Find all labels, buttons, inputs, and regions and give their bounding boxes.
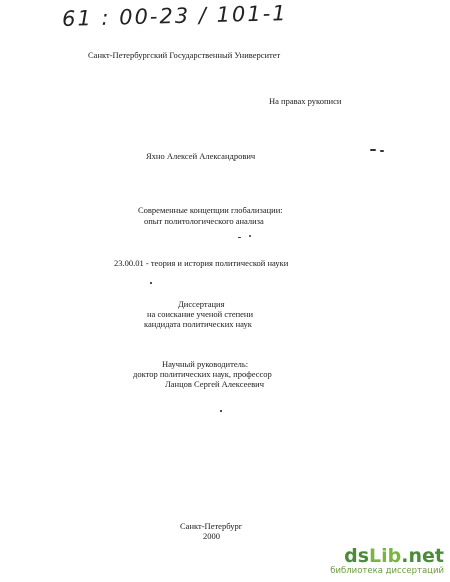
degree-line-2: кандидата политических наук bbox=[144, 319, 252, 329]
rights-note: На правах рукописи bbox=[269, 96, 342, 106]
dslib-watermark bbox=[324, 545, 444, 579]
city: Санкт-Петербург bbox=[180, 521, 243, 531]
scan-speck bbox=[380, 150, 384, 152]
supervisor-degree: доктор политических наук, профессор bbox=[133, 369, 272, 379]
logo-net: .net bbox=[401, 545, 444, 567]
scan-speck bbox=[150, 282, 152, 284]
logo-ds: ds bbox=[344, 545, 370, 567]
university-name: Санкт-Петербургский Государственный Университет bbox=[88, 50, 281, 60]
watermark-caption: библиотека диссертаций bbox=[330, 566, 444, 576]
dslib-logo bbox=[344, 545, 444, 567]
scan-speck bbox=[220, 410, 222, 412]
supervisor-label: Научный руководитель: bbox=[162, 359, 249, 369]
supervisor-name: Ланцов Сергей Алексеевич bbox=[165, 379, 264, 389]
thesis-title-line-2: опыт политологического анализа bbox=[144, 216, 264, 226]
thesis-title-line-1: Современные концепции глобализации: bbox=[138, 205, 283, 215]
scan-speck bbox=[249, 235, 251, 237]
degree-line-1: на соискание ученой степени bbox=[147, 309, 254, 319]
author-name: Яхно Алексей Александрович bbox=[146, 151, 256, 161]
dissertation-label: Диссертация bbox=[178, 299, 225, 309]
year: 2000 bbox=[203, 531, 220, 541]
specialty-code: 23.00.01 - теория и история политической науки bbox=[114, 258, 289, 268]
logo-lib: Lib bbox=[369, 545, 402, 567]
scan-speck bbox=[370, 149, 376, 151]
scan-speck bbox=[238, 237, 241, 238]
handwritten-shelfmark: 61 : 00-23 / 101-1 bbox=[61, 1, 288, 31]
